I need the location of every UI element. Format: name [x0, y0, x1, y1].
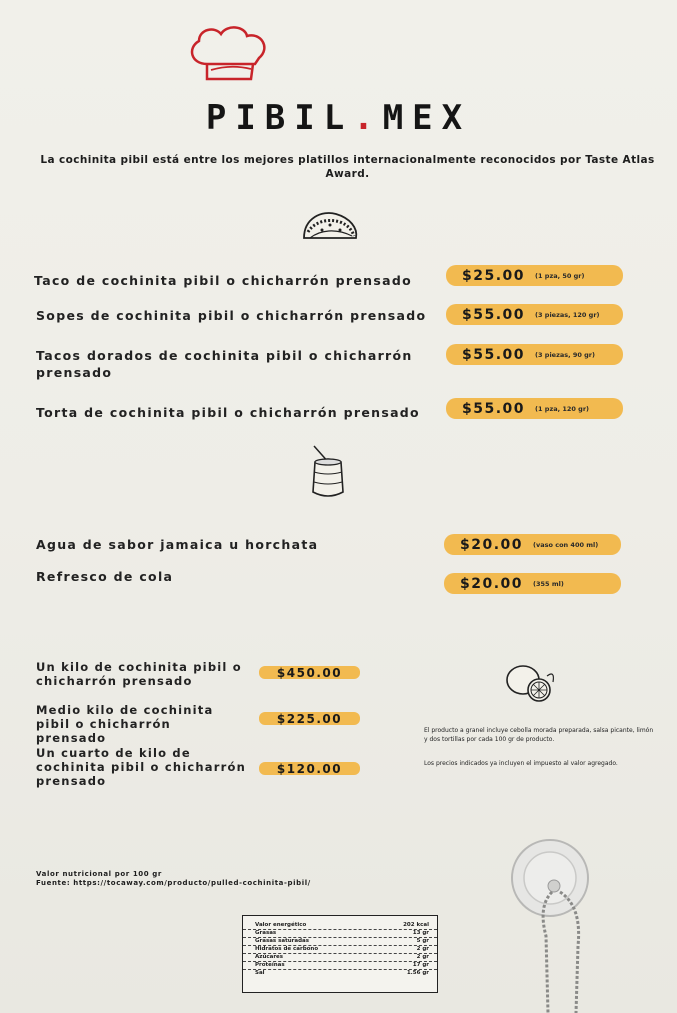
menu-item-name: Torta de cochinita pibil o chicharrón prensado: [36, 405, 420, 420]
menu-item-name: Tacos dorados de cochinita pibil o chicharrón prensado: [36, 348, 413, 380]
nutrition-title: Valor nutricional por 100 gr: [36, 870, 162, 878]
taco-icon: [300, 208, 360, 246]
bulk-price: $450.00: [259, 666, 360, 679]
price-pill: [444, 534, 621, 555]
price-note: (1 pza, 50 gr): [535, 271, 585, 280]
nutrition-heading: [36, 870, 311, 888]
brand-title: PIBIL.MEX: [205, 98, 472, 138]
price: $55.00: [462, 400, 526, 417]
chef-hat-icon: [185, 24, 271, 82]
drink-name: Refresco de cola: [36, 569, 174, 584]
bulk-item-name: Medio kilo de cochinita pibil o chicharrón prensado: [36, 703, 214, 745]
bulk-price: $120.00: [259, 762, 360, 775]
menu-item-name: Sopes de cochinita pibil o chicharrón prensado: [36, 308, 427, 323]
price-note: (vaso con 400 ml): [533, 540, 599, 549]
tax-note: Los precios indicados ya incluyen el impuesto al valor agregado.: [424, 760, 618, 767]
price-note: (3 piezas, 90 gr): [535, 350, 595, 359]
nutrition-row: Grasas 13 gr: [243, 930, 437, 938]
price: $55.00: [462, 346, 526, 363]
price-note: (3 piezas, 120 gr): [535, 310, 600, 319]
menu-item-name: Taco de cochinita pibil o chicharrón prensado: [34, 273, 412, 288]
suction-cup-hanger: [508, 836, 598, 1013]
nutrition-row: Valor energético 202 kcal: [243, 922, 437, 930]
price-pill: [446, 398, 623, 419]
intro-text: La cochinita pibil está entre los mejores platillos internacionalmente reconocidos por Taste Atlas Award.: [40, 154, 655, 180]
drink-name: Agua de sabor jamaica u horchata: [36, 537, 319, 552]
nutrition-row: Proteínas 17 gr: [243, 962, 437, 970]
bulk-item-name: Un cuarto de kilo de cochinita pibil o chicharrón prensado: [36, 746, 246, 788]
price-pill: [444, 573, 621, 594]
bulk-price: $225.00: [259, 712, 360, 725]
price: $25.00: [462, 267, 526, 284]
nutrition-row: Hidratos de carbono 2 gr: [243, 946, 437, 954]
bulk-note: El producto a granel incluye cebolla morada preparada, salsa picante, limón y dos tortillas por cada 100 gr de producto.: [424, 727, 654, 743]
price-pill: [446, 265, 623, 286]
price-pill: [446, 304, 623, 325]
price-note: (355 ml): [533, 579, 564, 588]
nutrition-row: Sal 1.56 gr: [255, 970, 429, 976]
lime-icon: [503, 662, 557, 704]
price: $20.00: [460, 575, 524, 592]
price-pill: [446, 344, 623, 365]
drink-jar-icon: [308, 444, 348, 502]
price: $20.00: [460, 536, 524, 553]
price-note: (1 pza, 120 gr): [535, 404, 590, 413]
nutrition-row: Azúcares 2 gr: [243, 954, 437, 962]
nutrition-rows: [243, 916, 437, 977]
bulk-item-name: Un kilo de cochinita pibil o chicharrón prensado: [36, 660, 242, 688]
price: $55.00: [462, 306, 526, 323]
nutrition-source: Fuente: https://tocaway.com/producto/pulled-cochinita-pibil/: [36, 879, 311, 887]
nutrition-row: Grasas saturadas 5 gr: [243, 938, 437, 946]
nutrition-table: [242, 915, 438, 993]
